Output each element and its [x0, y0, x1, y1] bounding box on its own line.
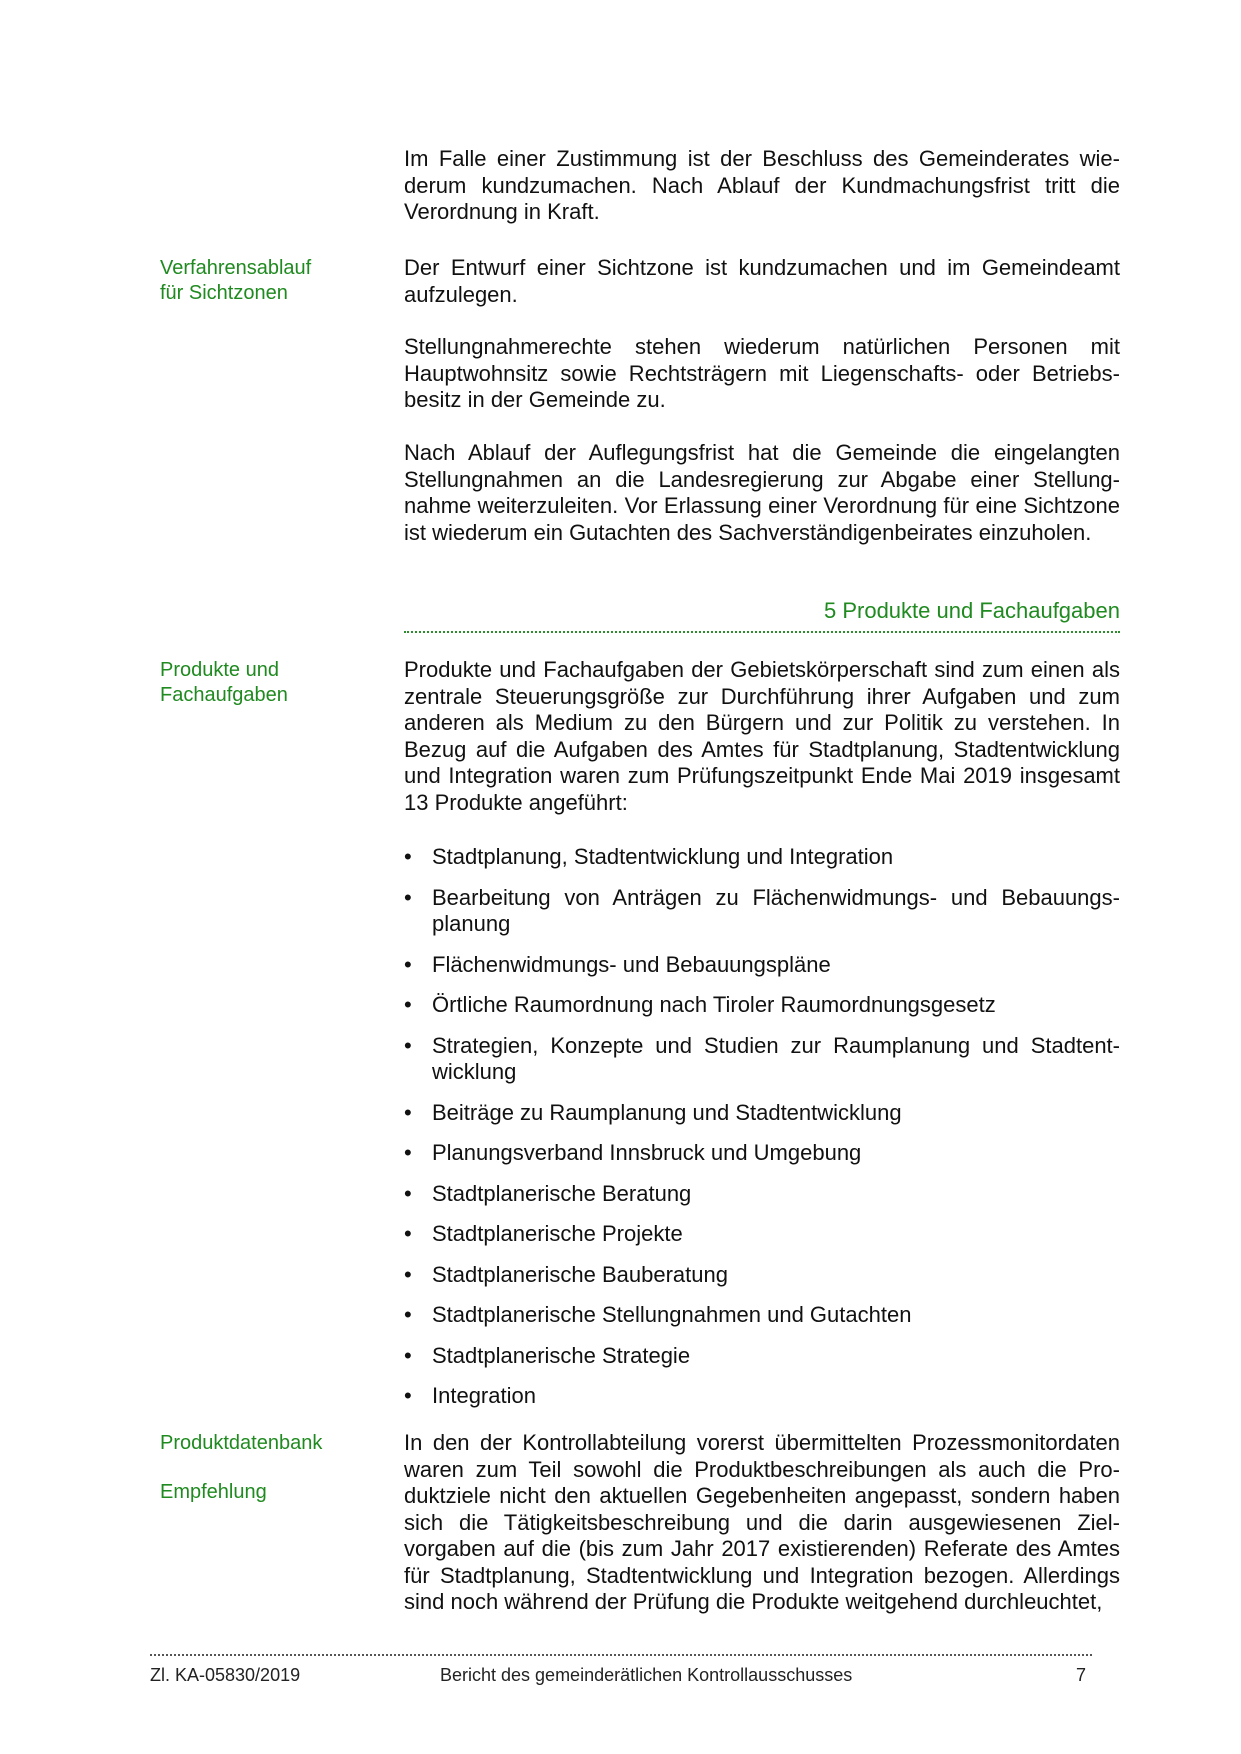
list-item-text: Beiträge zu Raumplanung und Stadtentwicklung	[432, 1099, 902, 1125]
list-item-text: Integration	[432, 1383, 536, 1408]
list-item	[404, 1221, 1120, 1248]
list-item	[404, 1262, 1120, 1289]
paragraph-produkte	[404, 657, 1120, 816]
bullet-icon: •	[404, 1140, 412, 1165]
list-item-text: Bearbeitung von Anträgen zu Flächenwidmungs- und Bebauungsplanung	[432, 884, 1120, 936]
list-item-text: Stadtplanerische Strategie	[432, 1342, 691, 1368]
margin-note-produktdatenbank: Produktdatenbank	[160, 1432, 323, 1454]
list-item	[404, 1033, 1120, 1086]
footer-divider	[150, 1654, 1092, 1656]
paragraph-text: Der Entwurf einer Sichtzone ist kundzumachen und im Gemeindeamt aufzulegen.	[404, 255, 1120, 307]
paragraph-auflegungsfrist	[404, 440, 1120, 546]
paragraph-produktdatenbank	[404, 1430, 1120, 1616]
margin-note-empfehlung: Empfehlung	[160, 1481, 267, 1503]
paragraph-zustimmung	[404, 146, 1120, 226]
list-item-text: Stadtplanerische Projekte	[432, 1221, 683, 1246]
list-item-text: Stadtplanerische Bauberatung	[432, 1261, 728, 1287]
list-item	[404, 1100, 1120, 1127]
margin-note-verfahrensablauf	[160, 256, 360, 306]
list-item	[404, 1181, 1120, 1208]
list-item-text: Strategien, Konzepte und Studien zur Raumplanung und Stadtentwicklung	[432, 1032, 1120, 1084]
list-item	[404, 885, 1120, 938]
bullet-icon: •	[404, 1221, 412, 1246]
bullet-icon: •	[404, 1180, 412, 1206]
paragraph-stellungnahmerechte	[404, 334, 1120, 414]
list-item-text: Stadtplanung, Stadtentwicklung und Integration	[432, 844, 894, 869]
paragraph-text: Im Falle einer Zustimmung ist der Beschluss des Gemeinderates wiederum kundzumachen. Nach Ablauf der Kundmachungsfrist tritt die Verordnung in Kraft.	[404, 146, 1120, 224]
list-item	[404, 952, 1120, 979]
list-item-text: Örtliche Raumordnung nach Tiroler Raumordnungsgesetz	[432, 992, 996, 1017]
margin-note-line: Produkte und	[160, 659, 279, 681]
list-item	[404, 844, 1120, 871]
section-heading: 5 Produkte und Fachaufgaben	[823, 598, 1120, 623]
footer-title: Bericht des gemeinderätlichen Kontrollausschusses	[440, 1665, 853, 1685]
bullet-icon: •	[404, 1342, 412, 1368]
list-item	[404, 1343, 1120, 1370]
list-item	[404, 992, 1120, 1019]
paragraph-text: Produkte und Fachaufgaben der Gebietskörperschaft sind zum einen als zentrale Steuerungsgröße zur Durchführung ihrer Aufgaben und zum anderen als Medium zu den Bürgern und zur Politik zu verstehen. In Bezug auf die Aufgaben des Amtes für Stadtplanung, Stadtentwicklung und Integration waren zum Prüfungszeitpunkt Ende Mai 2019 insgesamt 13 Produkte angeführt:	[404, 657, 1120, 815]
margin-note-line: Verfahrensablauf	[160, 257, 312, 279]
margin-note-line: für Sichtzonen	[160, 282, 288, 304]
paragraph-entwurf	[404, 255, 1120, 308]
bullet-icon: •	[404, 1261, 412, 1287]
page-number: 7	[1076, 1665, 1087, 1685]
list-item-text: Planungsverband Innsbruck und Umgebung	[432, 1140, 862, 1165]
bullet-icon: •	[404, 1032, 412, 1058]
bullet-icon: •	[404, 1383, 412, 1408]
list-item-text: Flächenwidmungs- und Bebauungspläne	[432, 951, 831, 977]
paragraph-text: In den der Kontrollabteilung vorerst übermittelten Prozessmonitordaten waren zum Teil sowohl die Produktbeschreibungen als auch die Produktziele nicht den aktuellen Gegebenheiten angepasst, sondern haben sich die Tätigkeitsbeschreibung und die darin ausgewiesenen Zielvorgaben auf die (bis zum Jahr 2017 existierenden) Referate des Amtes für Stadtplanung, Stadtentwicklung und Integration bezogen. Allerdings sind noch während der Prüfung die Produkte weitgehend durchleuchtet,	[404, 1430, 1120, 1614]
margin-note-line: Fachaufgaben	[160, 684, 288, 706]
margin-note-produkte	[160, 658, 360, 708]
section-divider	[404, 631, 1120, 633]
list-item-text: Stadtplanerische Stellungnahmen und Gutachten	[432, 1302, 912, 1327]
product-list	[404, 844, 1120, 1424]
list-item-text: Stadtplanerische Beratung	[432, 1180, 692, 1206]
list-item	[404, 1383, 1120, 1410]
list-item	[404, 1140, 1120, 1167]
bullet-icon: •	[404, 884, 412, 910]
list-item	[404, 1302, 1120, 1329]
bullet-icon: •	[404, 992, 412, 1017]
bullet-icon: •	[404, 1302, 412, 1327]
bullet-icon: •	[404, 844, 412, 869]
paragraph-text: Nach Ablauf der Auflegungsfrist hat die Gemeinde die eingelangten Stellungnahmen an die Landesregierung zur Abgabe einer Stellungnahme weiterzuleiten. Vor Erlassung einer Verordnung für eine Sichtzone ist wiederum ein Gutachten des Sachverständigenbeirates einzuholen.	[404, 440, 1120, 545]
bullet-icon: •	[404, 951, 412, 977]
bullet-icon: •	[404, 1099, 412, 1125]
footer-reference: Zl. KA-05830/2019	[150, 1665, 301, 1685]
paragraph-text: Stellungnahmerechte stehen wiederum natürlichen Personen mit Hauptwohnsitz sowie Rechtsträgern mit Liegenschafts- oder Betriebsbesitz in der Gemeinde zu.	[404, 334, 1120, 412]
